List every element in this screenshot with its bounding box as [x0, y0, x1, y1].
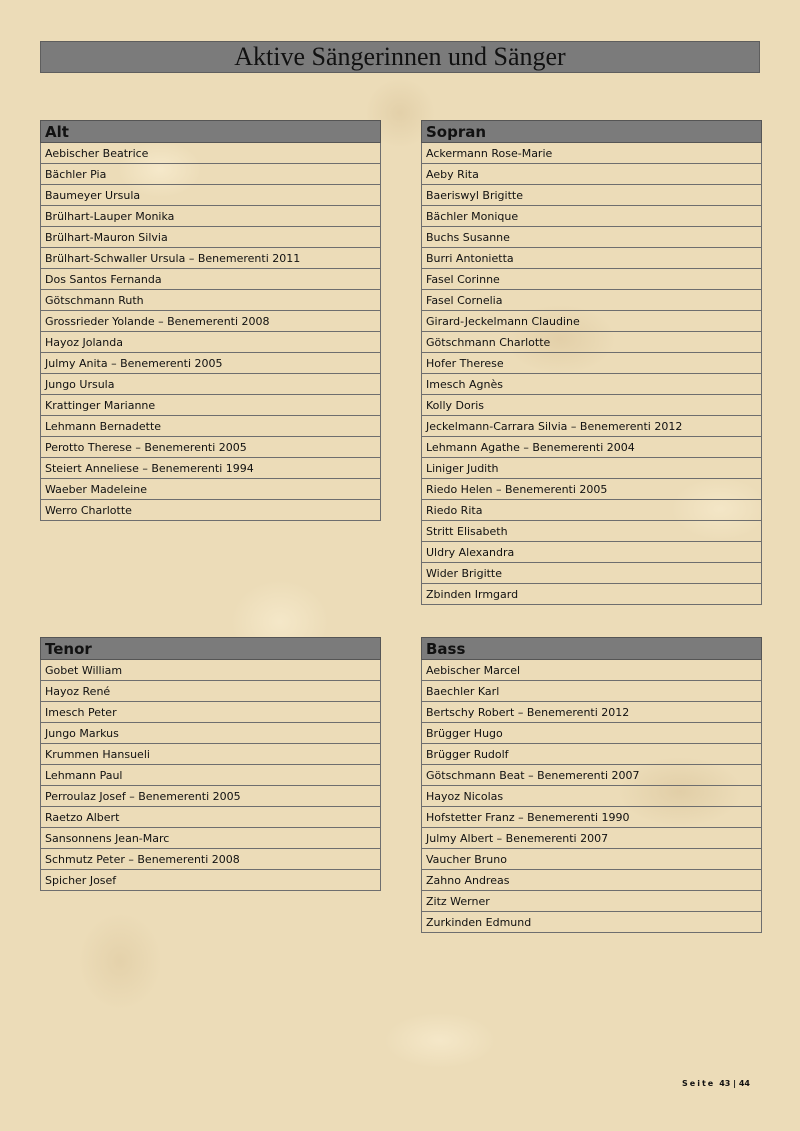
table-row [422, 786, 762, 807]
member-name: Aebischer Marcel [422, 660, 762, 681]
member-name: Imesch Peter [41, 702, 381, 723]
table-row [422, 164, 762, 185]
member-name: Brügger Rudolf [422, 744, 762, 765]
table-row [422, 563, 762, 584]
member-name: Perotto Therese – Benemerenti 2005 [41, 437, 381, 458]
table-row [422, 849, 762, 870]
voice-table-sopran [421, 120, 762, 605]
table-row [422, 542, 762, 563]
table-row [41, 206, 381, 227]
member-name: Hayoz Jolanda [41, 332, 381, 353]
member-name: Jungo Markus [41, 723, 381, 744]
table-row [41, 269, 381, 290]
table-row [422, 521, 762, 542]
member-name: Götschmann Ruth [41, 290, 381, 311]
member-name: Buchs Susanne [422, 227, 762, 248]
table-row [422, 374, 762, 395]
table-row [41, 660, 381, 681]
member-name: Brülhart-Mauron Silvia [41, 227, 381, 248]
table-row [41, 744, 381, 765]
table-row [422, 332, 762, 353]
table-row [41, 786, 381, 807]
table-row [41, 765, 381, 786]
voice-table-bass [421, 637, 762, 933]
member-name: Zitz Werner [422, 891, 762, 912]
table-row [422, 185, 762, 206]
member-name: Steiert Anneliese – Benemerenti 1994 [41, 458, 381, 479]
table-row [422, 765, 762, 786]
table-row [41, 395, 381, 416]
member-name: Baechler Karl [422, 681, 762, 702]
member-name: Stritt Elisabeth [422, 521, 762, 542]
member-name: Riedo Rita [422, 500, 762, 521]
member-name: Ackermann Rose-Marie [422, 143, 762, 164]
table-row [422, 437, 762, 458]
table-row [422, 143, 762, 164]
page-title-bar [40, 41, 760, 73]
member-name: Lehmann Bernadette [41, 416, 381, 437]
table-row [41, 248, 381, 269]
member-name: Waeber Madeleine [41, 479, 381, 500]
member-name: Burri Antonietta [422, 248, 762, 269]
member-name: Brügger Hugo [422, 723, 762, 744]
member-name: Zbinden Irmgard [422, 584, 762, 605]
table-row [422, 912, 762, 933]
table-row [41, 374, 381, 395]
table-row [41, 227, 381, 248]
table-row [422, 870, 762, 891]
table-row [422, 479, 762, 500]
member-name: Bächler Monique [422, 206, 762, 227]
voice-table-tenor [40, 637, 381, 891]
member-name: Lehmann Paul [41, 765, 381, 786]
member-name: Lehmann Agathe – Benemerenti 2004 [422, 437, 762, 458]
member-name: Grossrieder Yolande – Benemerenti 2008 [41, 311, 381, 332]
page-footer [682, 1079, 750, 1088]
table-row [41, 332, 381, 353]
table-row [41, 870, 381, 891]
section-heading-bass: Bass [422, 638, 762, 660]
table-row [422, 723, 762, 744]
member-name: Vaucher Bruno [422, 849, 762, 870]
table-row [422, 206, 762, 227]
member-list-tenor [41, 660, 381, 891]
member-name: Baeriswyl Brigitte [422, 185, 762, 206]
member-name: Julmy Albert – Benemerenti 2007 [422, 828, 762, 849]
member-name: Jeckelmann-Carrara Silvia – Benemerenti 2012 [422, 416, 762, 437]
table-row [422, 248, 762, 269]
member-name: Spicher Josef [41, 870, 381, 891]
table-row [422, 807, 762, 828]
member-name: Bertschy Robert – Benemerenti 2012 [422, 702, 762, 723]
table-row [422, 702, 762, 723]
member-name: Baumeyer Ursula [41, 185, 381, 206]
member-name: Aeby Rita [422, 164, 762, 185]
member-name: Brülhart-Schwaller Ursula – Benemerenti 2011 [41, 248, 381, 269]
table-row [422, 227, 762, 248]
member-name: Sansonnens Jean-Marc [41, 828, 381, 849]
table-row [422, 584, 762, 605]
member-name: Liniger Judith [422, 458, 762, 479]
member-name: Zurkinden Edmund [422, 912, 762, 933]
member-name: Bächler Pia [41, 164, 381, 185]
table-row [422, 395, 762, 416]
member-name: Gobet William [41, 660, 381, 681]
page-label: Seite [682, 1079, 716, 1088]
table-row [41, 458, 381, 479]
member-list-sopran [422, 143, 762, 605]
table-row [41, 807, 381, 828]
section-heading-sopran: Sopran [422, 121, 762, 143]
table-row [41, 164, 381, 185]
member-name: Götschmann Beat – Benemerenti 2007 [422, 765, 762, 786]
member-name: Fasel Cornelia [422, 290, 762, 311]
table-row [422, 744, 762, 765]
table-row [41, 723, 381, 744]
table-row [422, 500, 762, 521]
member-name: Uldry Alexandra [422, 542, 762, 563]
table-row [422, 416, 762, 437]
page-title: Aktive Sängerinnen und Sänger [234, 42, 566, 71]
voice-table-alt [40, 120, 381, 521]
table-row [422, 828, 762, 849]
table-row [422, 660, 762, 681]
table-row [422, 353, 762, 374]
member-name: Dos Santos Fernanda [41, 269, 381, 290]
member-name: Aebischer Beatrice [41, 143, 381, 164]
member-name: Hofer Therese [422, 353, 762, 374]
member-name: Jungo Ursula [41, 374, 381, 395]
table-row [422, 458, 762, 479]
table-row [41, 143, 381, 164]
member-list-bass [422, 660, 762, 933]
member-name: Wider Brigitte [422, 563, 762, 584]
member-name: Krattinger Marianne [41, 395, 381, 416]
member-name: Hayoz René [41, 681, 381, 702]
table-row [41, 437, 381, 458]
member-name: Krummen Hansueli [41, 744, 381, 765]
member-name: Julmy Anita – Benemerenti 2005 [41, 353, 381, 374]
table-row [41, 416, 381, 437]
table-row [41, 290, 381, 311]
member-name: Hayoz Nicolas [422, 786, 762, 807]
member-name: Schmutz Peter – Benemerenti 2008 [41, 849, 381, 870]
member-name: Riedo Helen – Benemerenti 2005 [422, 479, 762, 500]
section-heading-tenor: Tenor [41, 638, 381, 660]
member-list-alt [41, 143, 381, 521]
member-name: Zahno Andreas [422, 870, 762, 891]
member-name: Girard-Jeckelmann Claudine [422, 311, 762, 332]
member-name: Imesch Agnès [422, 374, 762, 395]
table-row [41, 353, 381, 374]
table-row [422, 681, 762, 702]
table-row [41, 681, 381, 702]
table-row [41, 702, 381, 723]
member-name: Fasel Corinne [422, 269, 762, 290]
table-row [41, 311, 381, 332]
table-row [422, 891, 762, 912]
table-row [41, 849, 381, 870]
page-number: 43 | 44 [719, 1079, 750, 1088]
member-name: Werro Charlotte [41, 500, 381, 521]
member-name: Raetzo Albert [41, 807, 381, 828]
table-row [41, 828, 381, 849]
member-name: Hofstetter Franz – Benemerenti 1990 [422, 807, 762, 828]
member-name: Brülhart-Lauper Monika [41, 206, 381, 227]
member-name: Perroulaz Josef – Benemerenti 2005 [41, 786, 381, 807]
member-name: Götschmann Charlotte [422, 332, 762, 353]
section-heading-alt: Alt [41, 121, 381, 143]
table-row [41, 479, 381, 500]
table-row [422, 311, 762, 332]
member-name: Kolly Doris [422, 395, 762, 416]
table-row [422, 269, 762, 290]
table-row [41, 500, 381, 521]
table-row [41, 185, 381, 206]
table-row [422, 290, 762, 311]
